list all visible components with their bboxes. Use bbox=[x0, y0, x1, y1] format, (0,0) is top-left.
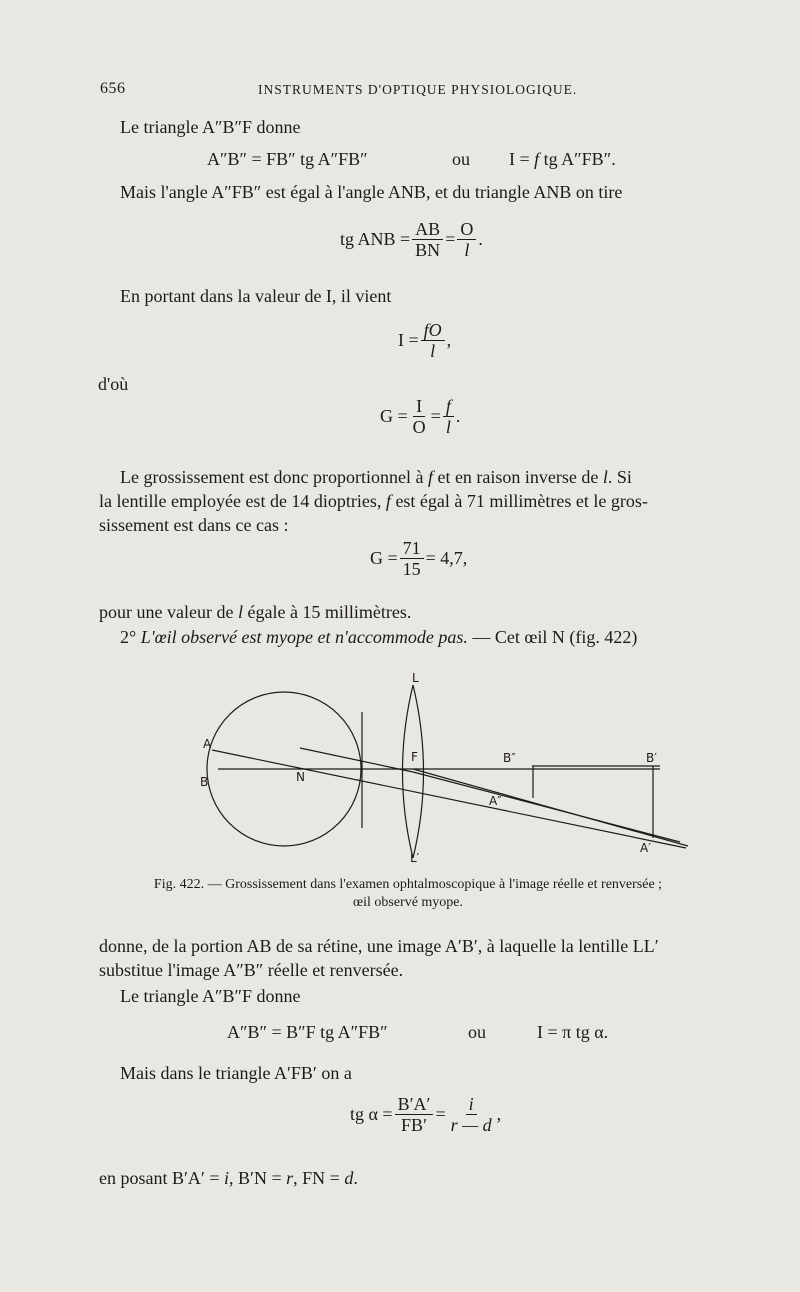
paragraph-grossissement-line2: la lentille employée est de 14 dioptries, f est égal à 71 millimètres et le gros- bbox=[99, 491, 648, 511]
eq7-fraction-2: $\frac{i}{r — d}$ bbox=[450, 1094, 492, 1135]
label-A-double: A″ bbox=[489, 794, 502, 808]
equation-6-right: I = π tg α. bbox=[537, 1022, 609, 1042]
equation-1-left: A″B″ = FB″ tg A″FB″ bbox=[207, 149, 368, 169]
page-number: 656 bbox=[100, 80, 126, 97]
equation-3: I = $\frac{fO}{l}$ , bbox=[398, 320, 452, 361]
figure-caption-line1: Fig. 422. — Grossissement dans l'examen ophtalmoscopique à l'image réelle et renversée ; bbox=[153, 877, 663, 892]
equation-5: G = $\frac{71}{15}$ = 4,7, bbox=[370, 538, 468, 579]
paragraph-triangle-3: Mais dans le triangle A′FB′ on a bbox=[120, 1063, 352, 1083]
paragraph-grossissement-line1: Le grossissement est donc proportionnel à f et en raison inverse de l. Si bbox=[120, 467, 632, 487]
label-B-double: B″ bbox=[503, 751, 516, 765]
paragraph-posant: en posant B′A′ = i, B′N = r, FN = d. bbox=[99, 1168, 358, 1188]
equation-1-right bbox=[509, 148, 616, 170]
paragraph-triangle-1: Le triangle A″B″F donne bbox=[120, 117, 301, 137]
paragraph-angle: Mais l'angle A″FB″ est égal à l'angle ANB, et du triangle ANB on tire bbox=[120, 182, 623, 202]
paragraph-donne-line2: substitue l'image A″B″ réelle et renversée. bbox=[99, 960, 404, 980]
figure-422-diagram bbox=[0, 660, 800, 870]
figure-caption-line2: œil observé myope. bbox=[352, 895, 464, 910]
label-A-prime: A′ bbox=[640, 841, 651, 855]
equation-6-left: A″B″ = B″F tg A″FB″ bbox=[227, 1022, 388, 1042]
eq3-fraction: $\frac{fO}{l}$ bbox=[421, 320, 445, 361]
paragraph-myope: 2° L'œil observé est myope et n'accommode pas. — Cet œil N (fig. 422) bbox=[120, 627, 638, 647]
label-L-prime: L′ bbox=[410, 851, 420, 865]
paragraph-valeur: pour une valeur de l égale à 15 millimètres. bbox=[99, 602, 412, 622]
label-F: F bbox=[411, 750, 418, 764]
paragraph-portant: En portant dans la valeur de I, il vient bbox=[120, 286, 392, 306]
eq7-fraction-1: $\frac{B'A'}{FB'}$ bbox=[395, 1094, 434, 1135]
label-N: N bbox=[296, 770, 305, 784]
paragraph-grossissement-line3: sissement est dans ce cas : bbox=[99, 515, 289, 535]
equation-4: G = $\frac{I}{O}$ = $\frac{f}{l}$ . bbox=[380, 396, 461, 437]
paragraph-donne-line1: donne, de la portion AB de sa rétine, une image A′B′, à laquelle la lentille LL′ bbox=[99, 936, 659, 956]
ray-A-N-A1 bbox=[212, 750, 686, 848]
label-A: A bbox=[203, 737, 212, 751]
equation-2: tg ANB = $\frac{AB}{BN}$ = $\frac{O}{l}$ . bbox=[340, 219, 483, 260]
eq5-fraction: $\frac{71}{15}$ bbox=[400, 538, 424, 579]
eq1-rest: tg A″FB″. bbox=[539, 149, 616, 169]
label-L: L bbox=[412, 671, 419, 685]
eq4-fraction-2: $\frac{f}{l}$ bbox=[443, 396, 454, 437]
paragraph-triangle-2: Le triangle A″B″F donne bbox=[120, 986, 301, 1006]
eq1-I: I = bbox=[509, 149, 535, 169]
eq4-fraction-1: $\frac{I}{O}$ bbox=[412, 396, 426, 437]
eq2-lhs: tg ANB = bbox=[340, 229, 411, 249]
word-dou: d'où bbox=[98, 374, 129, 394]
eq1-f: f bbox=[534, 149, 540, 169]
eq2-fraction-2: $\frac{O}{l}$ bbox=[457, 219, 476, 260]
label-B-prime: B′ bbox=[646, 751, 657, 765]
equation-7: tg α = $\frac{B'A'}{FB'}$ = $\frac{i}{r — d}$ , bbox=[350, 1094, 502, 1135]
ray-lens-A1 bbox=[413, 772, 680, 842]
equation-6-ou: ou bbox=[468, 1022, 486, 1042]
running-title: INSTRUMENTS D'OPTIQUE PHYSIOLOGIQUE. bbox=[258, 82, 578, 97]
equation-1-ou: ou bbox=[452, 149, 470, 169]
label-B: B bbox=[200, 775, 209, 789]
eq2-fraction-1: $\frac{AB}{BN}$ bbox=[412, 219, 443, 260]
